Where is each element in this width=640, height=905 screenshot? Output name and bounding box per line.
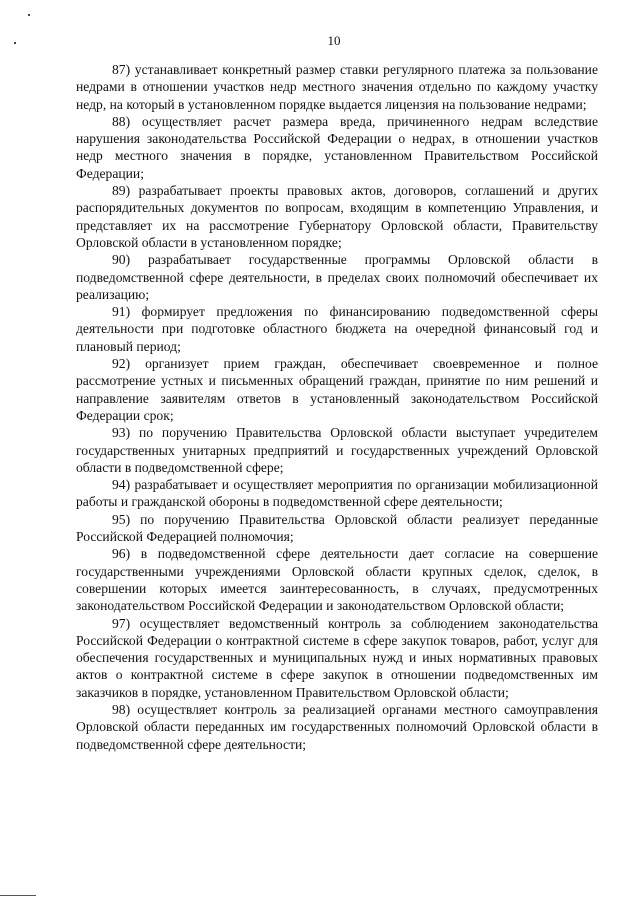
paragraph-item-97: 97) осуществляет ведомственный контроль за соблюдением законодательства Российской Федерации о контрактной системе в сфере закупок товаров, работ, услуг для обеспечения государственных и муниципальных нужд и иных нормативных правовых актов о контрактной системе в сфере закупок в отношении подведомственных им заказчиков в порядке, установленном Правительством Орловской области; <box>76 615 598 700</box>
paragraph-item-96: 96) в подведомственной сфере деятельности дает согласие на совершение государственными учреждениями Орловской области крупных сделок, сделок, в совершении которых имеется заинтересованность, в случаях, предусмотренных законодательством Российской Федерации и законодательством Орловской области; <box>76 546 598 614</box>
page-number: 10 <box>327 33 341 48</box>
paragraph-item-98: 98) осуществляет контроль за реализацией органами местного самоуправления Орловской области переданных им государственных полномочий Орловской области в подведомственной сфере деятельности; <box>76 701 598 752</box>
paragraph-item-92: 92) организует прием граждан, обеспечивает своевременное и полное рассмотрение устных и письменных обращений граждан, принятие по ним решений и направление заявителям ответов в установленный законодательством Российской Федерации срок; <box>76 356 598 423</box>
paragraph-item-94: 94) разрабатывает и осуществляет мероприятия по организации мобилизационной работы и гражданской обороны в подведомственной сфере деятельности; <box>76 477 598 510</box>
scan-speck <box>28 14 30 16</box>
paragraph-item-89: 89) разрабатывает проекты правовых актов, договоров, соглашений и других распорядительных документов по вопросам, входящим в компетенцию Управления, и представляет их на рассмотрение Губернатору Орловской области, Правительству Орловской области в установленном порядке; <box>76 183 598 250</box>
paragraph-item-93: 93) по поручению Правительства Орловской области выступает учредителем государственных унитарных предприятий и государственных учреждений Орловской области в подведомственной сфере; <box>76 425 598 475</box>
paragraph-item-88: 88) осуществляет расчет размера вреда, причиненного недрам вследствие нарушения законодательства Российской Федерации о недрах, в отношении участков недр местного значения в порядке, установленном Правительством Российской Федерации; <box>76 113 598 181</box>
document-body <box>76 61 598 753</box>
paragraph-item-91: 91) формирует предложения по финансированию подведомственной сферы деятельности при подготовке областного бюджета на очередной финансовый год и плановый период; <box>76 304 598 354</box>
scan-edge-line <box>0 895 36 896</box>
paragraph-item-95: 95) по поручению Правительства Орловской области реализует переданные Российской Федерацией полномочия; <box>76 511 598 545</box>
paragraph-item-90: 90) разрабатывает государственные программы Орловской области в подведомственной сфере деятельности, в пределах своих полномочий обеспечивает их реализацию; <box>76 252 598 302</box>
paragraph-item-87: 87) устанавливает конкретный размер ставки регулярного платежа за пользование недрами в отношении участков недр местного значения отдельно по каждому участку недр, на который в установленном порядке выдается лицензия на пользование недрами; <box>76 62 598 112</box>
